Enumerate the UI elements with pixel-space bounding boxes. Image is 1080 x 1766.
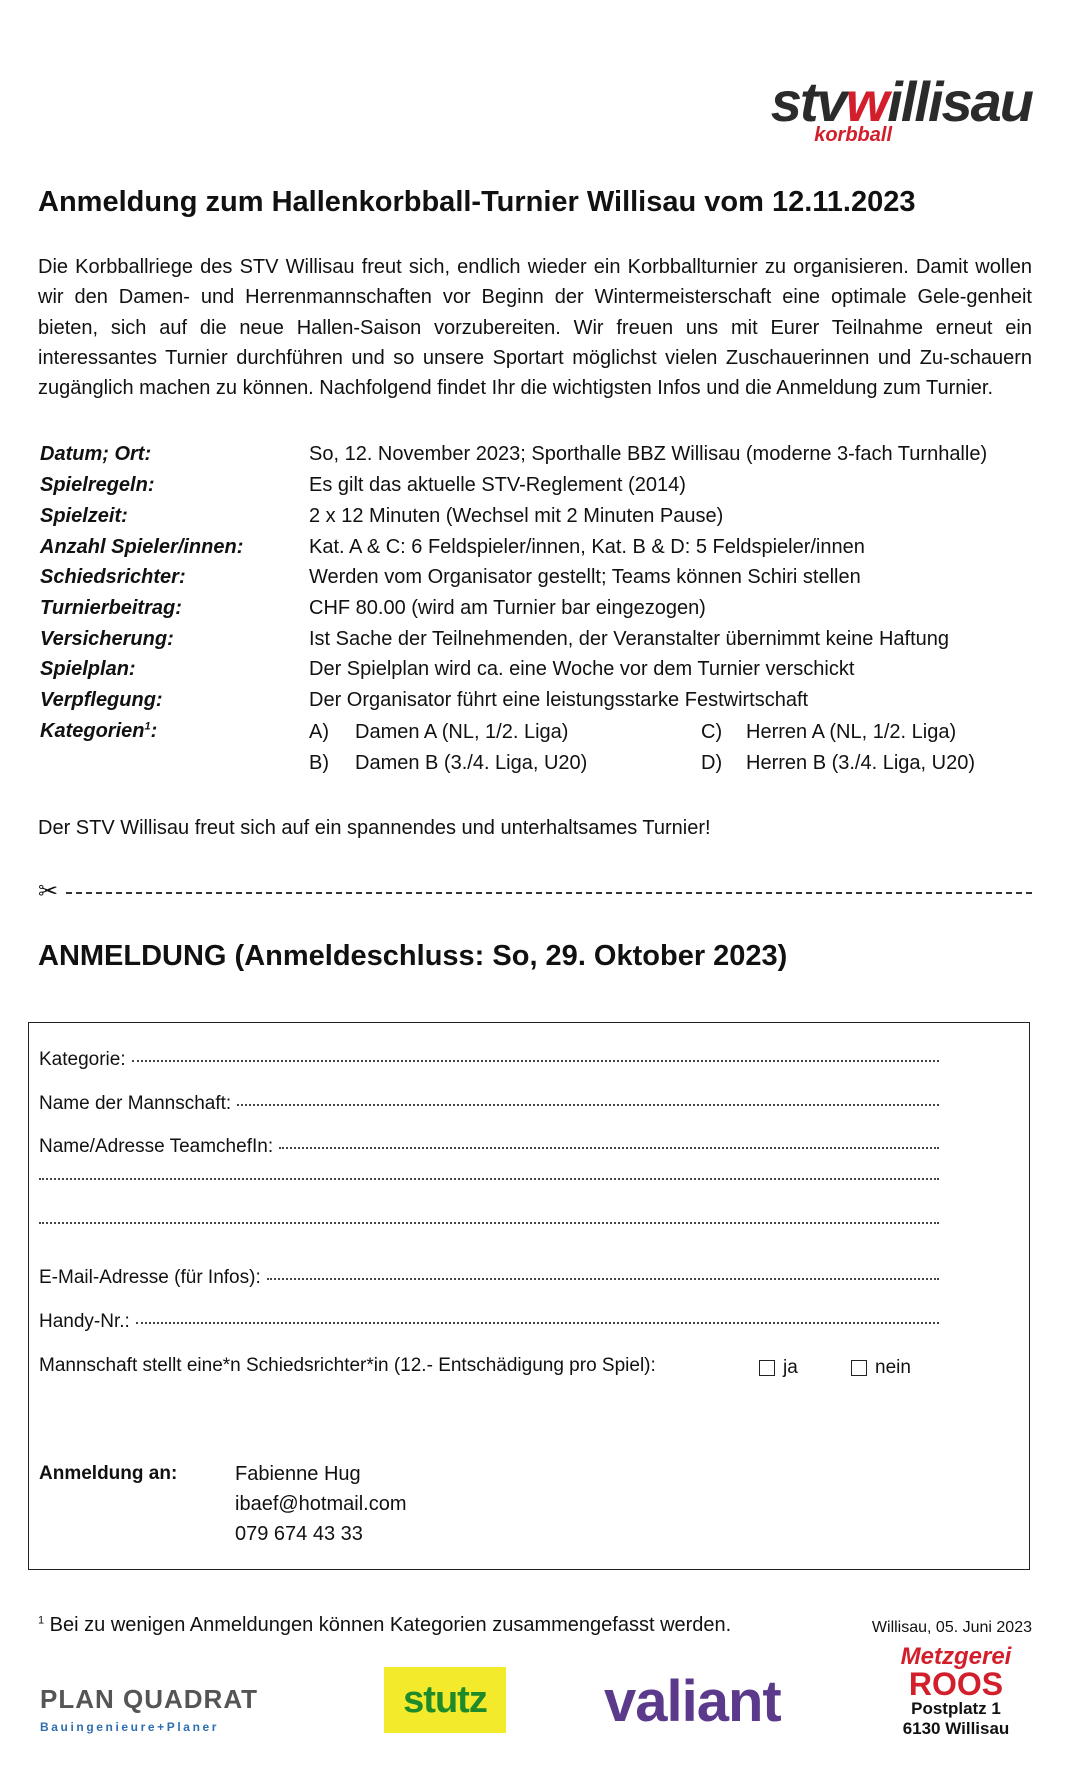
- categories-label: Kategorien$^1$:: [40, 720, 158, 742]
- sponsor-planquadrat-logo: PLAN QUADRAT Bauingenieure+Planer: [40, 1684, 259, 1734]
- form-field-phone[interactable]: Handy-Nr.:: [39, 1311, 939, 1333]
- info-value: CHF 80.00 (wird am Turnier bar eingezogen): [309, 597, 706, 619]
- registration-form: [28, 1022, 1030, 1570]
- info-label: Spielzeit:: [40, 505, 128, 527]
- intro-paragraph: Die Korbballriege des STV Willisau freut sich, endlich wieder ein Korbballturnier zu organisieren. Damit wollen wir den Damen- und Herrenmannschaften vor Beginn der Wintermeisterschaft eine optimale Gele-genheit bieten, sich auf die neue Hallen-Saison vorzubereiten. Wir freuen uns mit Eurer Teilnahme erneut ein interessantes Turnier durchführen und so unsere Sportart möglichst vielen Zuschauerinnen und Zu-schauern zugänglich machen zu können. Nachfolgend findet Ihr die wichtigsten Infos und die Anmeldung zum Turnier.: [38, 256, 1032, 400]
- sponsor-valiant-logo: valiant: [604, 1669, 781, 1734]
- info-label: Spielplan:: [40, 658, 136, 680]
- contact-name: Fabienne Hug: [235, 1463, 361, 1485]
- referee-yes-checkbox[interactable]: ja: [759, 1357, 798, 1379]
- info-label: Schiedsrichter:: [40, 566, 186, 588]
- info-value: Ist Sache der Teilnehmenden, der Veranstalter übernimmt keine Haftung: [309, 628, 949, 650]
- contact-phone: 079 674 43 33: [235, 1523, 363, 1545]
- info-value: Es gilt das aktuelle STV-Reglement (2014): [309, 474, 686, 496]
- category-key: A): [309, 721, 329, 743]
- category-key: B): [309, 752, 329, 774]
- logo-subtitle: korbball: [814, 124, 892, 146]
- category-name: Damen B (3./4. Liga, U20): [355, 752, 588, 774]
- referee-no-checkbox[interactable]: nein: [851, 1357, 911, 1379]
- info-value: 2 x 12 Minuten (Wechsel mit 2 Minuten Pause): [309, 505, 724, 527]
- registration-title: ANMELDUNG (Anmeldeschluss: So, 29. Oktober 2023): [38, 940, 788, 972]
- info-value: Werden vom Organisator gestellt; Teams können Schiri stellen: [309, 566, 861, 588]
- info-label: Datum; Ort:: [40, 443, 152, 465]
- category-name: Herren A (NL, 1/2. Liga): [746, 721, 957, 743]
- checkbox-icon: [759, 1360, 775, 1376]
- info-value: So, 12. November 2023; Sporthalle BBZ Willisau (moderne 3-fach Turnhalle): [309, 443, 988, 465]
- form-field-team-captain[interactable]: Name/Adresse TeamchefIn:: [39, 1136, 939, 1158]
- info-value: Kat. A & C: 6 Feldspieler/innen, Kat. B & D: 5 Feldspieler/innen: [309, 536, 865, 558]
- sponsor-stutz-logo: stutz: [384, 1667, 506, 1733]
- cut-line: [38, 878, 1032, 908]
- dashed-divider: [66, 892, 1032, 894]
- document-date: Willisau, 05. Juni 2023: [871, 1619, 1032, 1636]
- info-label: Anzahl Spieler/innen:: [40, 536, 244, 558]
- info-label: Turnierbeitrag:: [40, 597, 182, 619]
- category-key: D): [701, 752, 723, 774]
- form-field-address-line[interactable]: [39, 1224, 939, 1227]
- scissors-icon: ✂: [38, 878, 59, 905]
- referee-question: Mannschaft stellt eine*n Schiedsrichter*in (12.- Entschädigung pro Spiel):: [39, 1355, 656, 1376]
- info-label: Versicherung:: [40, 628, 174, 650]
- form-field-address-line[interactable]: [39, 1180, 939, 1183]
- form-field-team-name[interactable]: Name der Mannschaft:: [39, 1093, 939, 1115]
- closing-sentence: Der STV Willisau freut sich auf ein spannendes und unterhaltsames Turnier!: [38, 817, 711, 839]
- checkbox-icon: [851, 1360, 867, 1376]
- form-field-category[interactable]: Kategorie:: [39, 1049, 939, 1071]
- category-name: Herren B (3./4. Liga, U20): [746, 752, 975, 774]
- category-name: Damen A (NL, 1/2. Liga): [355, 721, 569, 743]
- info-value: Der Spielplan wird ca. eine Woche vor dem Turnier verschickt: [309, 658, 855, 680]
- page-title: Anmeldung zum Hallenkorbball-Turnier Willisau vom 12.11.2023: [38, 186, 916, 218]
- logo-wordmark: stvwillisau: [770, 70, 1032, 133]
- sponsor-metzgerei-roos-logo: Metzgerei ROOS Postplatz 1 6130 Willisau: [900, 1643, 1012, 1738]
- category-key: C): [701, 721, 723, 743]
- contact-email[interactable]: ibaef@hotmail.com: [235, 1493, 407, 1515]
- info-label: Spielregeln:: [40, 474, 155, 496]
- registration-to-label: Anmeldung an:: [39, 1463, 178, 1484]
- info-value: Der Organisator führt eine leistungsstarke Festwirtschaft: [309, 689, 809, 711]
- footnote: $^1$ Bei zu wenigen Anmeldungen können Kategorien zusammengefasst werden.: [38, 1614, 732, 1636]
- info-label: Verpflegung:: [40, 689, 163, 711]
- form-field-email[interactable]: E-Mail-Adresse (für Infos):: [39, 1267, 939, 1289]
- stv-willisau-logo: [692, 72, 1032, 152]
